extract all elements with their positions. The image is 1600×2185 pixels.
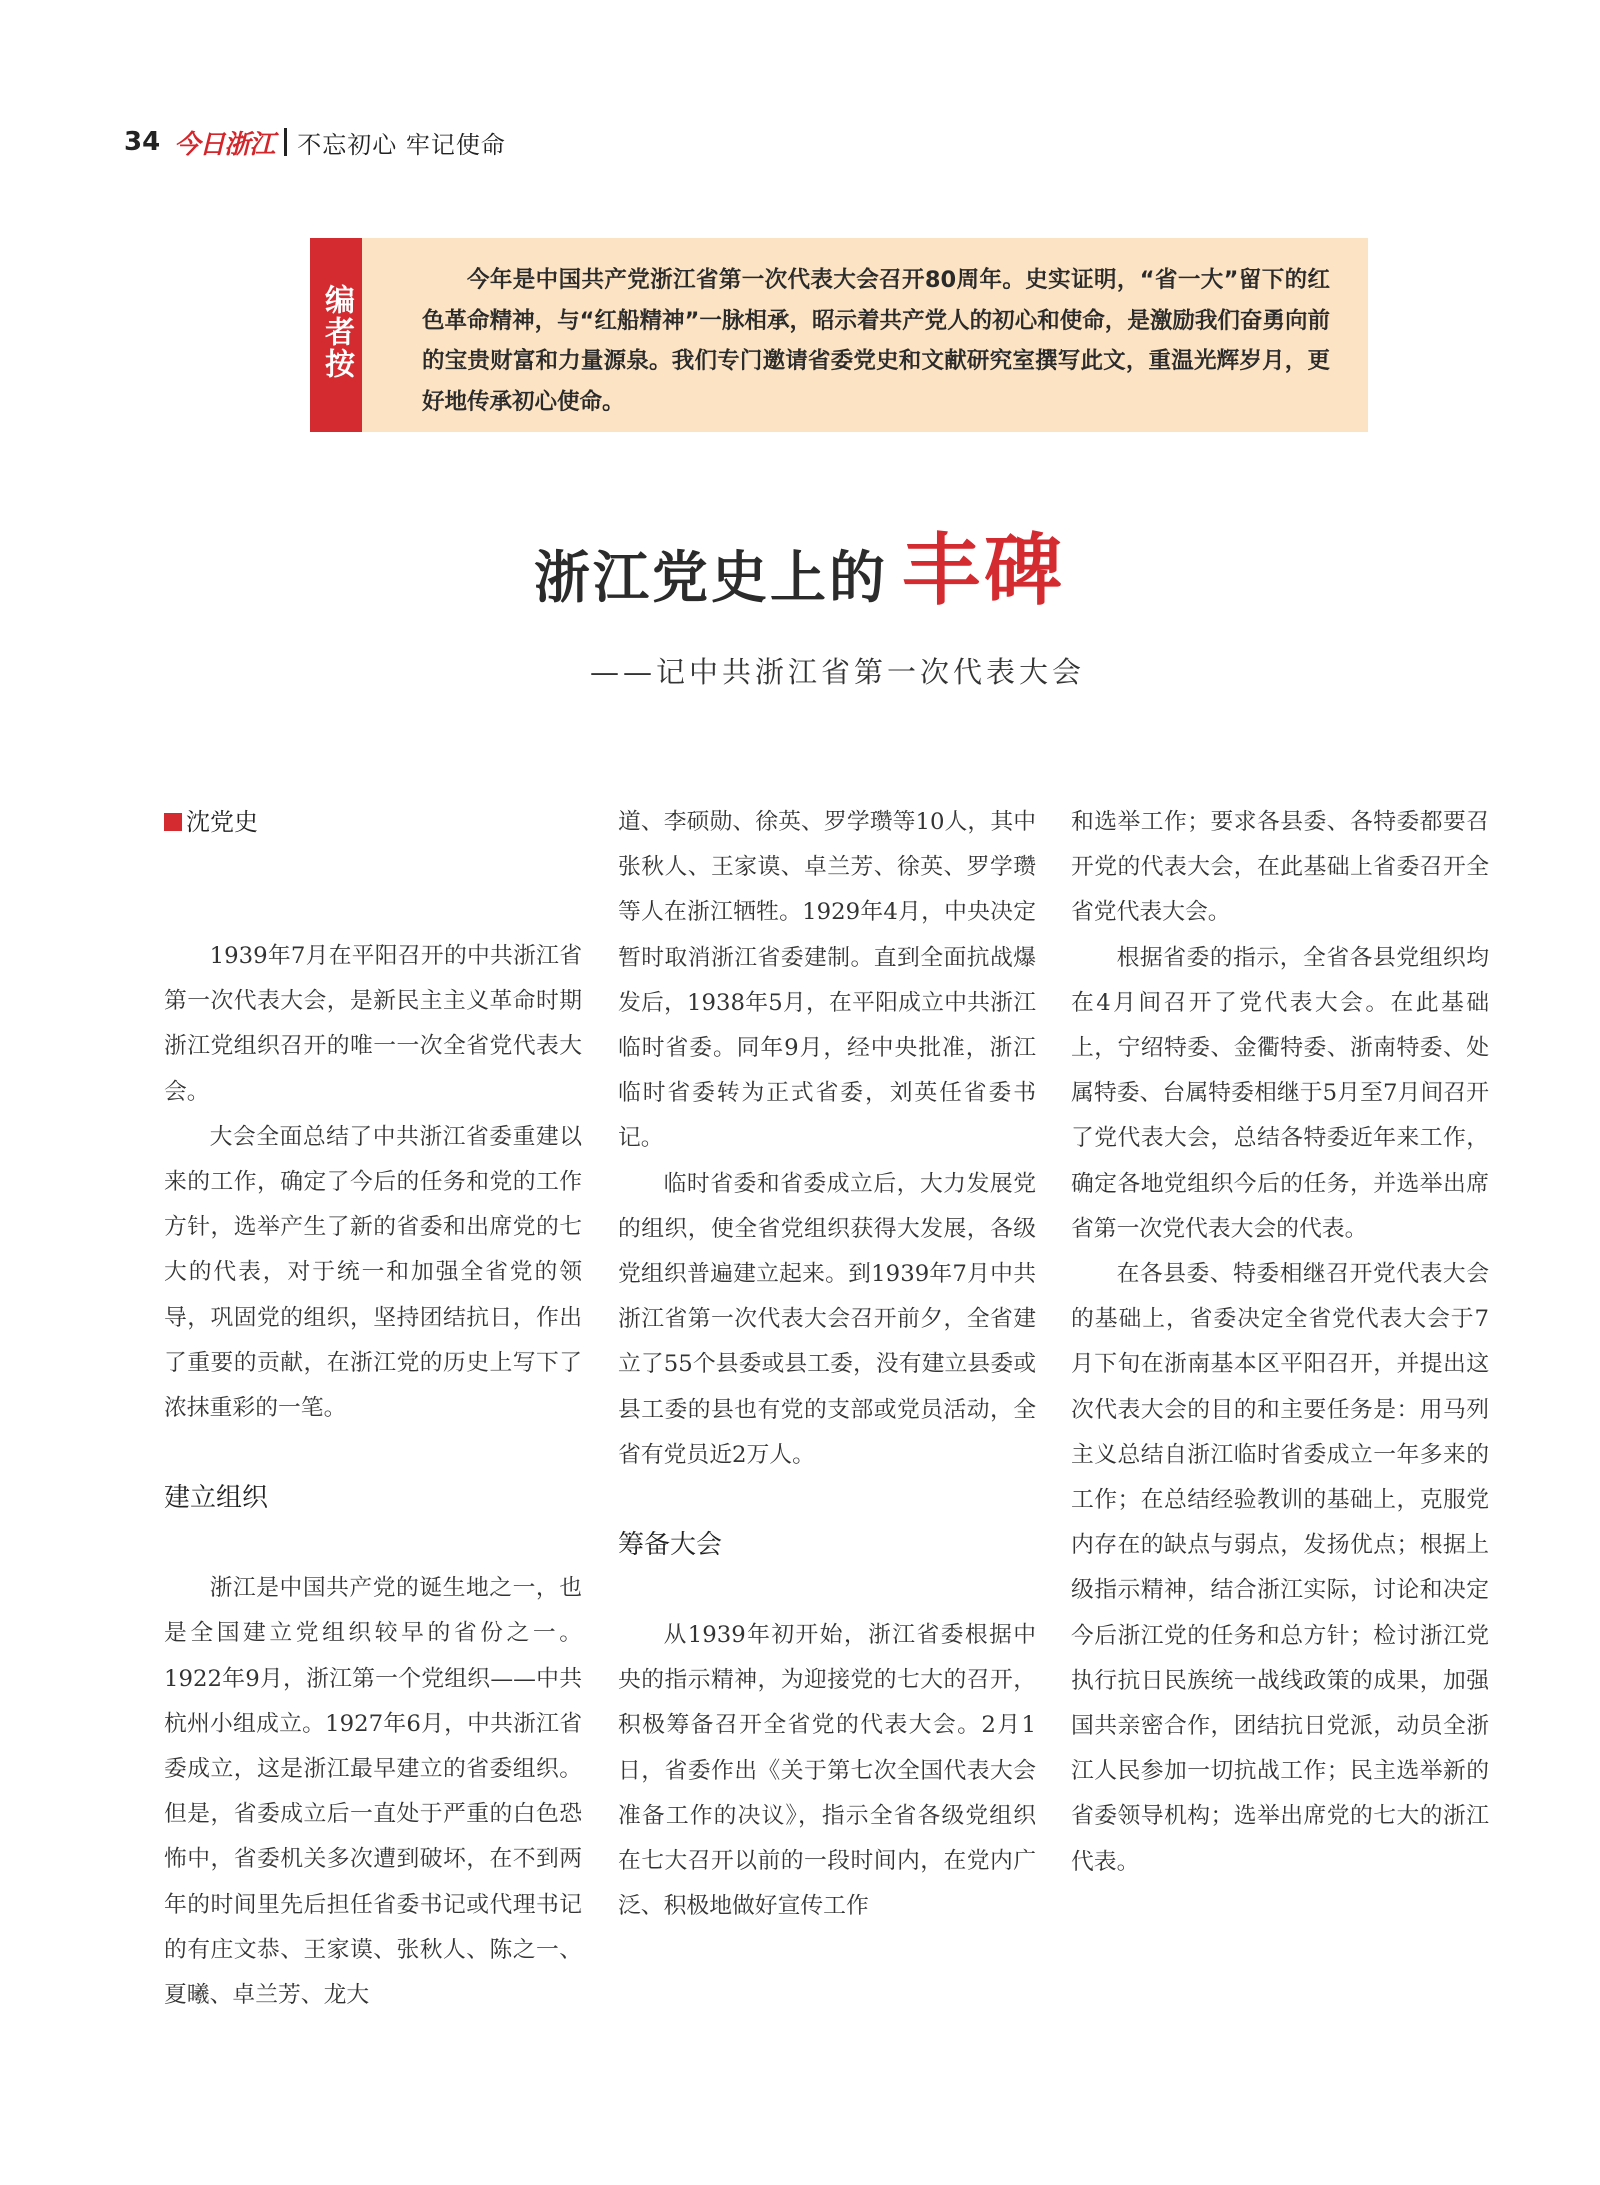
article-title-accent: 丰碑 <box>901 525 1066 616</box>
editor-note-text: 今年是中国共产党浙江省第一次代表大会召开80周年。史实证明，“省一大”留下的红色革命精神，与“红船精神”一脉相承，昭示着共产党人的初心和使命，是激励我们奋勇向前的宝贵财富和力量源泉。我们专门邀请省委党史和文献研究室撰写此文，重温光辉岁月，更好地传承初心使命。 <box>422 267 1330 415</box>
article-title <box>0 508 1600 620</box>
section-heading: 建立组织 <box>164 1483 269 1514</box>
paragraph: 临时省委和省委成立后，大力发展党的组织，使全省党组织获得大发展，各级党组织普遍建立起来。到1939年7月中共浙江省第一次代表大会召开前夕，全省建立了55个县委或县工委，没有建立县委或县工委的县也有党的支部或党员活动，全省有党员近2万人。 <box>618 1170 1036 1468</box>
paragraph: 根据省委的指示，全省各县党组织均在4月间召开了党代表大会。在此基础上，宁绍特委、金衢特委、浙南特委、处属特委、台属特委相继于5月至7月间召开了党代表大会，总结各特委近年来工作，确定各地党组织今后的任务，并选举出席省第一次党代表大会的代表。 <box>1071 944 1489 1242</box>
magazine-logo: 今日浙江 <box>174 129 275 160</box>
editor-note-tag <box>310 238 362 432</box>
article-title-main: 浙江党史上的 <box>533 545 888 611</box>
red-square-icon <box>164 813 182 831</box>
author-name: 沈党史 <box>186 808 258 836</box>
paragraph-continued: 道、李硕勋、徐英、罗学瓒等10人，其中张秋人、王家谟、卓兰芳、徐英、罗学瓒等人在浙江牺牲。1929年4月，中央决定暂时取消浙江省委建制。直到全面抗战爆发后，1938年5月，在平阳成立中共浙江临时省委。同年9月，经中央批准，浙江临时省委转为正式省委，刘英任省委书记。 <box>618 809 1036 1152</box>
paragraph: 大会全面总结了中共浙江省委重建以来的工作，确定了今后的任务和党的工作方针，选举产生了新的省委和出席党的七大的代表，对于统一和加强全省党的领导，巩固党的组织，坚持团结抗日，作出了重要的贡献，在浙江党的历史上写下了浓抹重彩的一笔。 <box>164 1123 582 1422</box>
section-name: 不忘初心 牢记使命 <box>297 130 506 159</box>
author-byline <box>164 800 582 844</box>
text-column-2 <box>618 800 1036 1929</box>
text-column-1 <box>164 800 582 2018</box>
paragraph: 浙江是中国共产党的诞生地之一，也是全国建立党组织较早的省份之一。1922年9月，浙江第一个党组织——中共杭州小组成立。1927年6月，中共浙江省委成立，这是浙江最早建立的省委组织。但是，省委成立后一直处于严重的白色恐怖中，省委机关多次遭到破坏，在不到两年的时间里先后担任省委书记或代理书记的有庄文恭、王家谟、张秋人、陈之一、夏曦、卓兰芳、龙大 <box>164 1575 582 2009</box>
page-number: 34 <box>124 127 161 157</box>
page-header <box>124 124 506 160</box>
paragraph: 1939年7月在平阳召开的中共浙江省第一次代表大会，是新民主主义革命时期浙江党组织召开的唯一一次全省党代表大会。 <box>164 943 582 1105</box>
editor-note-tag-label: 编者按 <box>319 284 354 380</box>
paragraph-continued: 和选举工作；要求各县委、各特委都要召开党的代表大会，在此基础上省委召开全省党代表大会。 <box>1071 809 1489 926</box>
text-column-3 <box>1071 800 1489 1885</box>
paragraph: 从1939年初开始，浙江省委根据中央的指示精神，为迎接党的七大的召开，积极筹备召开全省党的代表大会。2月1日，省委作出《关于第七次全国代表大会准备工作的决议》，指示全省各级党组织在七大召开以前的一段时间内，在党内广泛、积极地做好宣传工作 <box>618 1622 1036 1920</box>
header-divider <box>284 128 287 156</box>
article-subtitle: ——记中共浙江省第一次代表大会 <box>590 655 1086 689</box>
editor-note-box <box>310 238 1368 432</box>
section-heading: 筹备大会 <box>618 1530 723 1561</box>
paragraph: 在各县委、特委相继召开党代表大会的基础上，省委决定全省党代表大会于7月下旬在浙南基本区平阳召开，并提出这次代表大会的目的和主要任务是：用马列主义总结自浙江临时省委成立一年多来的工作；在总结经验教训的基础上，克服党内存在的缺点与弱点，发扬优点；根据上级指示精神，结合浙江实际，讨论和决定今后浙江党的任务和总方针；检讨浙江党执行抗日民族统一战线政策的成果，加强国共亲密合作，团结抗日党派，动员全浙江人民参加一切抗战工作；民主选举新的省委领导机构；选举出席党的七大的浙江代表。 <box>1071 1261 1489 1875</box>
